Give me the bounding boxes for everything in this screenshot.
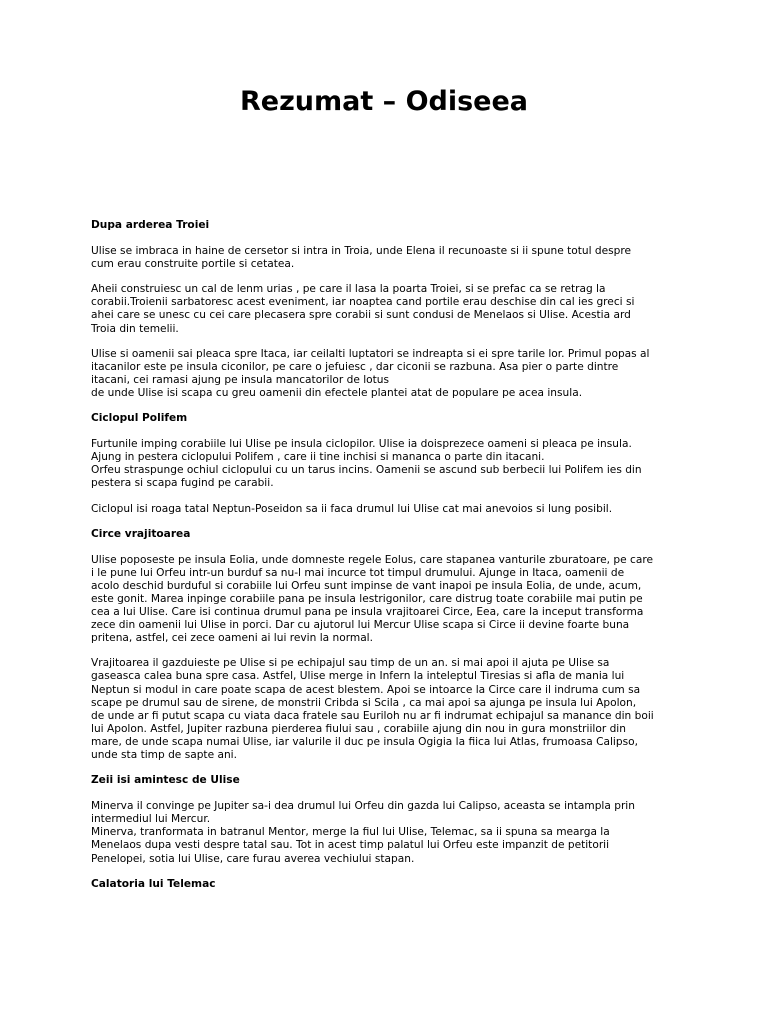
paragraph: Minerva il convinge pe Jupiter sa-i dea drumul lui Orfeu din gazda lui Calipso, aceasta se intampla prin intermediul lui Mercur. Minerva, tranformata in batranul Mentor, merge la fiul lui Ulise, Telemac, sa ii spuna sa mearga la Menelaos dupa vesti despre tatal sau. Tot in acest timp palatul lui Orfeu este impanzit de petitorii Penelopei, sotia lui Ulise, care furau averea vechiului stapan. (91, 800, 635, 865)
section-heading: Zeii isi amintesc de Ulise (91, 774, 240, 787)
paragraph: Ciclopul isi roaga tatal Neptun-Poseidon sa ii faca drumul lui Ulise cat mai anevoios si lung posibil. (91, 502, 613, 515)
section-heading: Calatoria lui Telemac (91, 877, 216, 890)
paragraph: Furtunile imping corabiile lui Ulise pe insula ciclopilor. Ulise ia doisprezece oameni si pleaca pe insula. Ajung in pestera ciclopului Polifem , care ii tine inchisi si mananca o parte din itacani. Orfeu straspunge ochiul ciclopului cu un tarus incins. Oamenii se ascund sub berbecii lui Polifem ies din pestera si scapa fugind pe carabii. (91, 438, 642, 490)
section-heading: Ciclopul Polifem (91, 412, 188, 425)
section-heading: Dupa arderea Troiei (91, 219, 210, 231)
paragraph: Ulise se imbraca in haine de cersetor si intra in Troia, unde Elena il recunoaste si ii spune totul despre cum erau construite portile si cetatea. (91, 245, 632, 271)
paragraph: Ulise si oamenii sai pleaca spre Itaca, iar ceilalti luptatori se indreapta si ei spre tarile lor. Primul popas al itacanilor este pe insula ciconilor, pe care o jefuiesc , dar ciconii se razbuna. Asa pier o parte dintre itacani, cei ramasi ajung pe insula mancatorilor de lotus de unde Ulise isi scapa cu greu oamenii din efectele plantei atat de populare pe acea insula. (91, 347, 650, 399)
document-body (91, 219, 681, 891)
section-heading: Circe vrajitoarea (91, 527, 191, 540)
paragraph: Ulise poposeste pe insula Eolia, unde domneste regele Eolus, care stapanea vanturile zburatoare, pe care i le pune lui Orfeu intr-un burduf sa nu-l mai incurce tot timpul drumului. Ajunge in Itaca, oamenii de acolo deschid burduful si corabiile lui Orfeu sunt impinse de vant inapoi pe insula Eolia, de unde, acum, este gonit. Marea inpinge corabiile pana pe insula lestrigonilor, care distrug toate corabiile mai putin pe cea a lui Ulise. Care isi continua drumul pana pe insula vrajitoarei Circe, Eea, care la inceput transforma zece din oamenii lui Ulise in porci. Dar cu ajutorul lui Mercur Ulise scapa si Circe ii devine foarte buna pritena, astfel, cei zece oameni ai lui revin la normal. (91, 553, 653, 645)
paragraph: Vrajitoarea il gazduieste pe Ulise si pe echipajul sau timp de un an. si mai apoi il ajuta pe Ulise sa gaseasca calea buna spre casa. Astfel, Ulise merge in Infern la inteleptul Tiresias si afla de mania lui Neptun si modul in care poate scapa de acest blestem. Apoi se intoarce la Circe care il indruma cum sa scape pe drumul sau de sirene, de monstrii Cribda si Scila , ca mai apoi sa ajunga pe insula lui Apolon, de unde ar fi putut scapa cu viata daca fratele sau Euriloh nu ar fi indrumat echipajul sa manance din boii lui Apolon. Astfel, Jupiter razbuna pierderea fiului sau , corabiile ajung din nou in gura monstriilor din mare, de unde scapa numai Ulise, iar valurile il duc pe insula Ogigia la fiica lui Atlas, frumoasa Calipso, unde sta timp de sapte ani. (91, 657, 654, 761)
document-title: Rezumat – Odiseea (239, 86, 529, 117)
paragraph: Aheii construiesc un cal de lenm urias , pe care il lasa la poarta Troiei, si se prefac ca se retrag la corabii.Troienii sarbatoresc acest eveniment, iar noaptea cand portile erau deschise din cal ies greci si ahei care se unesc cu cei care plecasera spre corabii si sunt condusi de Menelaos si Ulise. Acestia ard Troia din temelii. (91, 283, 635, 335)
